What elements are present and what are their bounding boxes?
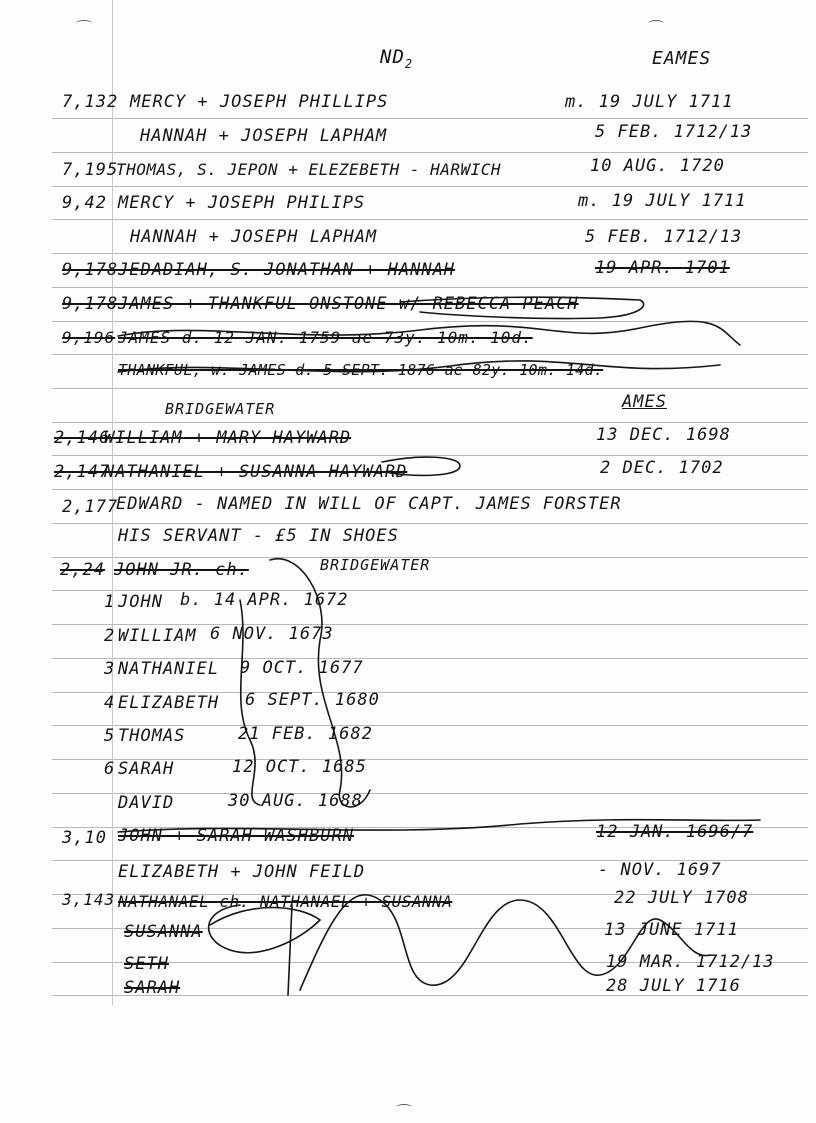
entry-text: WILLIAM + MARY HAYWARD	[104, 428, 352, 448]
entry-text: EDWARD - NAMED IN WILL OF CAPT. JAMES FORSTER	[116, 494, 622, 514]
binder-hole-mark	[648, 20, 664, 27]
entry-ref: 2,177	[62, 497, 119, 517]
entry-date: m. 19 JULY 1711	[565, 92, 734, 112]
entry-ref: 9,178	[62, 294, 119, 314]
entry-date: 12 JAN. 1696/7	[596, 822, 754, 842]
entry-date: 2 DEC. 1702	[600, 458, 724, 478]
child-num: 4	[104, 693, 116, 713]
entry-text: NATHANAEL ch. NATHANAEL + SUSANNA	[118, 892, 453, 911]
entry-date: 22 JULY 1708	[614, 888, 749, 908]
child-date: 21 FEB. 1682	[238, 724, 373, 744]
child-date: b. 14 APR. 1672	[180, 590, 349, 610]
entry-date: 19 APR. 1701	[595, 258, 730, 278]
child-num: 3	[104, 659, 116, 679]
child-name: JOHN	[118, 592, 163, 612]
binder-hole-mark	[396, 1104, 412, 1111]
entry-text: NATHANIEL + SUSANNA HAYWARD	[104, 462, 408, 482]
entry-ref: 9,196	[62, 328, 116, 347]
vertical-stroke	[288, 905, 292, 995]
entry-text: JEDADIAH, S. JONATHAN + HANNAH	[118, 260, 456, 280]
entry-text: THANKFUL, w. JAMES d. 5 SEPT. 1876 ae 82y. 10m. 14d.	[118, 361, 604, 379]
child-name: ELIZABETH	[118, 693, 220, 713]
child-date: 12 OCT. 1685	[232, 757, 367, 777]
entry-text: JOHN + SARAH WASHBURN	[118, 826, 354, 846]
child-name: DAVID	[118, 793, 175, 813]
child-num: 1	[104, 592, 116, 612]
section-heading: BRIDGEWATER	[165, 400, 276, 418]
entry-date: 10 AUG. 1720	[590, 156, 725, 176]
entry-date: m. 19 JULY 1711	[578, 191, 747, 211]
entry-ref: 2,24	[60, 560, 105, 580]
entry-ref: 9,42	[62, 193, 107, 213]
entry-text: MERCY + JOSEPH PHILLIPS	[130, 92, 389, 112]
entry-date: 19 MAR. 1712/13	[606, 952, 775, 972]
entry-text: HIS SERVANT - £5 IN SHOES	[118, 526, 399, 546]
entry-text: THOMAS, S. JEPON + ELEZEBETH - HARWICH	[116, 160, 502, 179]
entry-ref: 2,146	[54, 428, 111, 448]
entry-text: SUSANNA	[124, 922, 203, 942]
entry-ref: 2,147	[54, 462, 111, 482]
entry-ref: 9,178	[62, 260, 119, 280]
child-name: WILLIAM	[118, 626, 197, 646]
child-num: 5	[104, 726, 116, 746]
entry-text: HANNAH + JOSEPH LAPHAM	[130, 227, 378, 247]
entry-text: SARAH	[124, 978, 181, 998]
child-date: 9 OCT. 1677	[240, 658, 364, 678]
entry-text: JAMES + THANKFUL ONSTONE w/ REBECCA PEACH	[118, 294, 579, 314]
entry-date: 13 JUNE 1711	[604, 920, 739, 940]
entry-date: 28 JULY 1716	[606, 976, 741, 996]
entry-text: JAMES d. 12 JAN. 1759 ae 73y. 10m. 10d.	[118, 328, 533, 347]
child-date: 6 NOV. 1673	[210, 624, 334, 644]
entry-date: 5 FEB. 1712/13	[595, 122, 753, 142]
entry-text: ELIZABETH + JOHN FEILD	[118, 862, 366, 882]
entry-text: MERCY + JOSEPH PHILIPS	[118, 193, 366, 213]
child-name: NATHANIEL	[118, 659, 220, 679]
entry-ref: 3,143	[62, 890, 116, 909]
binder-hole-mark	[76, 20, 92, 27]
entry-ref: 7,195	[62, 160, 119, 180]
child-name: THOMAS	[118, 726, 186, 746]
child-date: 6 SEPT. 1680	[245, 690, 380, 710]
family-place: BRIDGEWATER	[320, 556, 431, 574]
entry-ref: 3,10	[62, 828, 107, 848]
entry-date: - NOV. 1697	[598, 860, 722, 880]
child-name: SARAH	[118, 759, 175, 779]
child-num: 2	[104, 626, 116, 646]
entry-text: HANNAH + JOSEPH LAPHAM	[140, 126, 388, 146]
page-mark: $ND_2$	[380, 46, 414, 71]
section-surname: AMES	[622, 392, 667, 412]
entry-date: 13 DEC. 1698	[596, 425, 731, 445]
entry-date: 5 FEB. 1712/13	[585, 227, 743, 247]
child-date: 30 AUG. 1688	[228, 791, 363, 811]
entry-text: SETH	[124, 954, 169, 974]
entry-ref: 7,132	[62, 92, 119, 112]
surname-heading: EAMES	[652, 48, 712, 69]
family-heading: JOHN JR. ch.	[114, 560, 249, 580]
child-num: 6	[104, 759, 116, 779]
